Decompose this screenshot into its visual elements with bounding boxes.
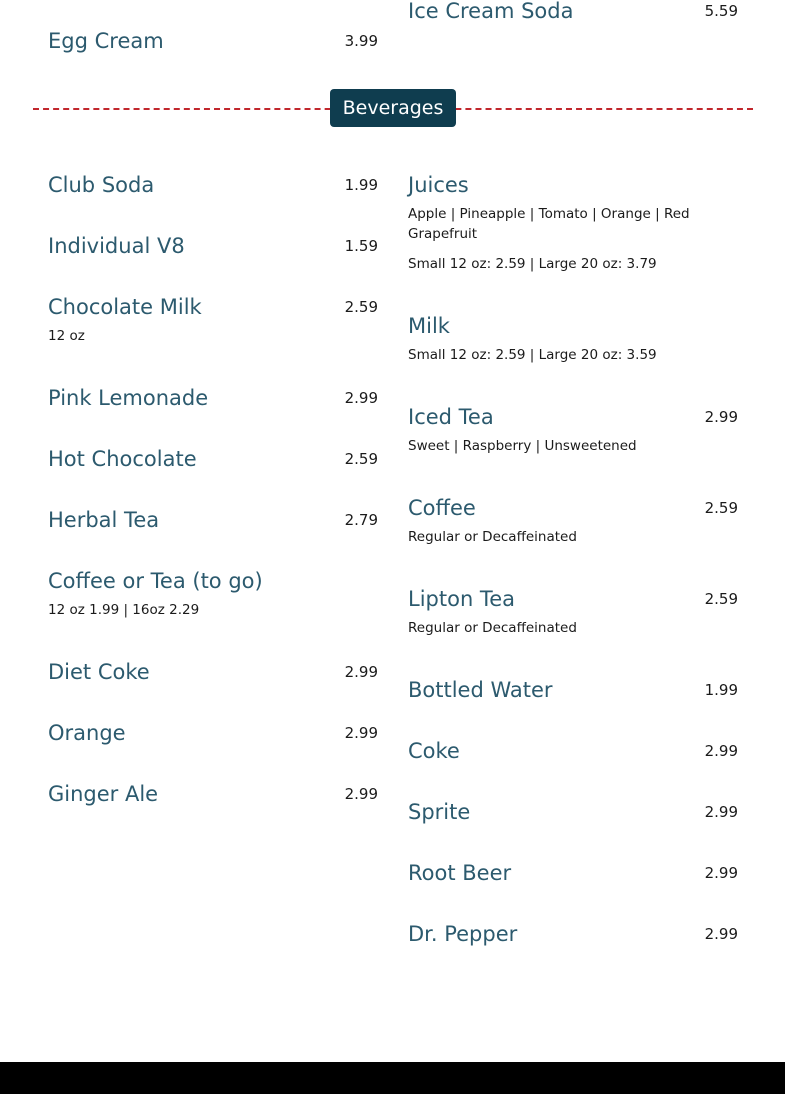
item-name: Pink Lemonade [48,386,209,410]
menu-item-milk [408,312,738,365]
menu-item-iced-tea [408,403,738,456]
menu-item-lipton-tea [408,585,738,638]
item-name: Sprite [408,800,471,824]
menu-item-egg-cream [48,27,378,55]
item-price: 2.79 [344,511,378,529]
item-name: Diet Coke [48,660,150,684]
item-name: Lipton Tea [408,587,515,611]
menu-item-pink-lemonade [48,384,378,412]
item-description: 12 oz 1.99 | 16oz 2.29 [48,602,200,618]
item-price: 2.59 [344,450,378,468]
item-price: 2.99 [704,742,738,760]
item-name: Egg Cream [48,29,164,53]
item-name: Coke [408,739,460,763]
item-size-prices: Small 12 oz: 2.59 | Large 20 oz: 3.79 [408,256,657,272]
item-price: 2.59 [704,590,738,608]
menu-item-chocolate-milk [48,293,378,346]
item-name: Bottled Water [408,678,553,702]
item-price: 5.59 [704,2,738,20]
menu-item-herbal-tea [48,506,378,534]
menu-item-coffee [408,494,738,547]
item-name: Orange [48,721,126,745]
item-price: 2.59 [344,298,378,316]
menu-item-individual-v8 [48,232,378,260]
item-description: Regular or Decaffeinated [408,529,577,545]
item-name: Milk [408,314,450,338]
item-price: 2.59 [704,499,738,517]
item-description: Apple | Pineapple | Tomato | Orange | Red Grapefruit [408,206,690,242]
menu-item-diet-coke [48,658,378,686]
item-price: 2.99 [704,803,738,821]
item-name: Juices [408,173,469,197]
menu-item-sprite [408,798,738,826]
item-name: Coffee [408,496,476,520]
item-price: 2.99 [704,408,738,426]
item-price: 1.59 [344,237,378,255]
menu-item-orange [48,719,378,747]
item-name: Club Soda [48,173,155,197]
item-price: 1.99 [344,176,378,194]
item-description: Small 12 oz: 2.59 | Large 20 oz: 3.59 [408,347,657,363]
item-name: Herbal Tea [48,508,160,532]
menu-item-hot-chocolate [48,445,378,473]
item-description: Sweet | Raspberry | Unsweetened [408,438,637,454]
item-name: Coffee or Tea (to go) [48,569,263,593]
item-name: Dr. Pepper [408,922,518,946]
menu-item-club-soda [48,171,378,199]
item-price: 2.99 [344,663,378,681]
menu-item-coffee-or-tea-to-go [48,567,378,620]
item-price: 2.99 [344,724,378,742]
item-name: Ginger Ale [48,782,159,806]
menu-item-ginger-ale [48,780,378,808]
menu-item-ice-cream-soda [408,0,738,25]
item-price: 3.99 [344,32,378,50]
item-description: Regular or Decaffeinated [408,620,577,636]
menu-item-dr-pepper [408,920,738,948]
section-title: Beverages [330,89,456,127]
menu-item-coke [408,737,738,765]
item-name: Chocolate Milk [48,295,202,319]
item-name: Individual V8 [48,234,185,258]
item-name: Root Beer [408,861,512,885]
item-price: 2.99 [704,925,738,943]
item-description: 12 oz [48,328,85,344]
item-name: Ice Cream Soda [408,0,574,23]
item-price: 1.99 [704,681,738,699]
item-price: 2.99 [704,864,738,882]
item-name: Iced Tea [408,405,494,429]
menu-item-root-beer [408,859,738,887]
item-name: Hot Chocolate [48,447,197,471]
item-price: 2.99 [344,389,378,407]
menu-item-juices [408,171,738,274]
item-price: 2.99 [344,785,378,803]
menu-item-bottled-water [408,676,738,704]
footer-bar [0,1062,785,1094]
